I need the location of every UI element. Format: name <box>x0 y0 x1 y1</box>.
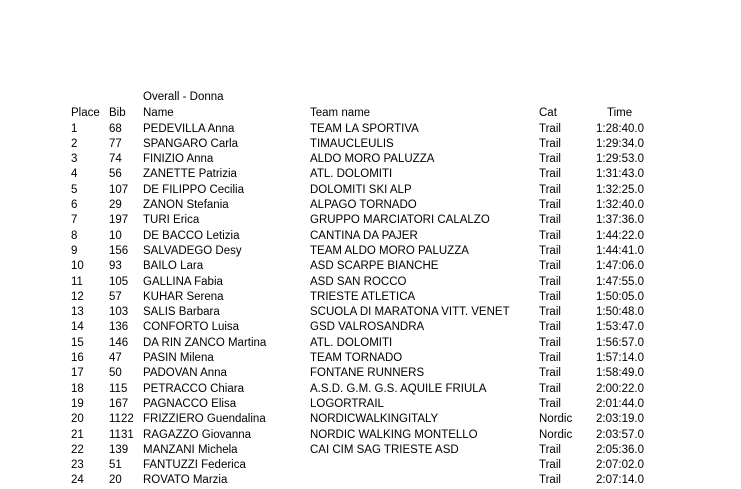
cell-name: BAILO Lara <box>143 260 204 273</box>
cell-team: SCUOLA DI MARATONA VITT. VENET <box>310 306 510 319</box>
cell-place: 23 <box>71 459 84 472</box>
cell-name: ROVATO Marzia <box>143 474 228 487</box>
cell-team: FONTANE RUNNERS <box>310 367 425 380</box>
cell-bib: 57 <box>109 290 122 303</box>
cell-time: 1:56:57.0 <box>596 336 644 349</box>
cell-name: DE FILIPPO Cecilia <box>143 183 244 196</box>
cell-bib: 146 <box>109 336 129 349</box>
cell-cat: Trail <box>539 290 561 303</box>
cell-place: 9 <box>71 244 78 257</box>
table-header <box>0 106 741 121</box>
cell-team: TEAM ALDO MORO PALUZZA <box>310 244 469 257</box>
cell-bib: 197 <box>109 214 129 227</box>
cell-cat: Trail <box>539 352 561 364</box>
table-row <box>0 290 741 305</box>
cell-time: 1:50:05.0 <box>596 290 644 303</box>
table-row <box>0 458 741 473</box>
cell-time: 1:58:49.0 <box>596 367 644 380</box>
cell-bib: 1122 <box>109 413 134 426</box>
header-team: Team name <box>310 107 371 119</box>
cell-team: ASD SAN ROCCO <box>310 275 407 288</box>
cell-name: SALIS Barbara <box>143 306 220 319</box>
cell-team: CANTINA DA PAJER <box>310 229 418 242</box>
cell-place: 8 <box>71 229 78 242</box>
cell-bib: 29 <box>109 199 122 211</box>
cell-cat: Trail <box>539 397 561 410</box>
table-row <box>0 152 741 167</box>
cell-cat: Trail <box>539 459 561 472</box>
cell-bib: 139 <box>109 443 129 456</box>
cell-bib: 107 <box>109 183 129 196</box>
cell-time: 2:05:36.0 <box>596 443 644 456</box>
cell-time: 1:47:06.0 <box>596 260 644 273</box>
cell-name: PASIN Milena <box>143 352 214 364</box>
cell-place: 12 <box>71 290 84 303</box>
table-row <box>0 473 741 488</box>
cell-name: PEDEVILLA Anna <box>143 122 235 135</box>
cell-bib: 1131 <box>109 428 134 441</box>
cell-cat: Trail <box>539 199 561 211</box>
table-row <box>0 336 741 351</box>
cell-bib: 93 <box>109 260 122 273</box>
cell-cat: Trail <box>539 321 561 334</box>
cell-name: PAGNACCO Elisa <box>143 397 237 410</box>
cell-time: 2:00:22.0 <box>596 382 644 395</box>
cell-place: 6 <box>71 199 78 211</box>
cell-name: SPANGARO Carla <box>143 137 239 150</box>
cell-time: 1:47:55.0 <box>596 275 644 288</box>
cell-bib: 105 <box>109 275 129 288</box>
table-row <box>0 412 741 427</box>
cell-name: DE BACCO Letizia <box>143 229 240 242</box>
cell-place: 17 <box>71 367 84 380</box>
cell-team: ATL. DOLOMITI <box>310 168 393 181</box>
cell-cat: Trail <box>539 474 561 487</box>
header-time: Time <box>607 107 633 119</box>
table-row <box>0 382 741 397</box>
cell-place: 21 <box>71 428 84 441</box>
cell-place: 13 <box>71 306 84 319</box>
cell-time: 2:03:19.0 <box>596 413 644 426</box>
cell-team: DOLOMITI SKI ALP <box>310 183 412 196</box>
cell-time: 1:37:36.0 <box>596 214 644 227</box>
cell-team: TEAM TORNADO <box>310 352 403 364</box>
cell-bib: 47 <box>109 352 122 364</box>
table-row <box>0 275 741 290</box>
cell-bib: 10 <box>109 229 122 242</box>
cell-cat: Trail <box>539 137 561 150</box>
cell-bib: 167 <box>109 397 129 410</box>
cell-place: 19 <box>71 397 84 410</box>
cell-name: ZANON Stefania <box>143 199 229 211</box>
cell-team: ASD SCARPE BIANCHE <box>310 260 439 273</box>
cell-time: 1:29:34.0 <box>596 137 644 150</box>
cell-time: 1:32:25.0 <box>596 183 644 196</box>
table-row <box>0 183 741 198</box>
cell-time: 1:31:43.0 <box>596 168 644 181</box>
cell-place: 22 <box>71 443 84 456</box>
cell-bib: 56 <box>109 168 122 181</box>
cell-name: FRIZZIERO Guendalina <box>143 413 266 426</box>
cell-place: 18 <box>71 382 84 395</box>
cell-team: TRIESTE ATLETICA <box>310 290 416 303</box>
table-row <box>0 198 741 213</box>
table-row <box>0 122 741 137</box>
cell-time: 1:50:48.0 <box>596 306 644 319</box>
cell-time: 2:07:14.0 <box>596 474 644 487</box>
cell-cat: Trail <box>539 244 561 257</box>
table-row <box>0 229 741 244</box>
cell-place: 16 <box>71 352 84 364</box>
header-cat: Cat <box>539 107 557 119</box>
cell-team: NORDIC WALKING MONTELLO <box>310 428 478 441</box>
cell-name: FINIZIO Anna <box>143 153 214 166</box>
cell-name: ZANETTE Patrizia <box>143 168 237 181</box>
cell-bib: 156 <box>109 244 129 257</box>
cell-place: 7 <box>71 214 78 227</box>
cell-name: SALVADEGO Desy <box>143 244 242 257</box>
table-row <box>0 366 741 381</box>
cell-place: 20 <box>71 413 84 426</box>
cell-cat: Trail <box>539 229 561 242</box>
cell-cat: Trail <box>539 122 561 135</box>
cell-bib: 50 <box>109 367 122 380</box>
cell-cat: Trail <box>539 168 561 181</box>
cell-name: FANTUZZI Federica <box>143 459 246 472</box>
cell-cat: Trail <box>539 183 561 196</box>
cell-time: 2:01:44.0 <box>596 397 644 410</box>
section-title: Overall - Donna <box>143 91 224 103</box>
cell-time: 1:29:53.0 <box>596 153 644 166</box>
cell-cat: Trail <box>539 260 561 273</box>
header-name: Name <box>143 107 174 119</box>
cell-cat: Trail <box>539 153 561 166</box>
cell-team: NORDICWALKINGITALY <box>310 413 439 426</box>
cell-cat: Trail <box>539 367 561 380</box>
cell-team: LOGORTRAIL <box>310 397 384 410</box>
table-row <box>0 213 741 228</box>
cell-place: 4 <box>71 168 78 181</box>
cell-team: GSD VALROSANDRA <box>310 321 425 334</box>
cell-time: 1:44:22.0 <box>596 229 644 242</box>
table-row <box>0 259 741 274</box>
table-row <box>0 428 741 443</box>
table-row <box>0 351 741 366</box>
cell-place: 3 <box>71 153 78 166</box>
cell-cat: Trail <box>539 275 561 288</box>
cell-bib: 115 <box>109 382 128 395</box>
cell-cat: Trail <box>539 382 561 395</box>
cell-bib: 68 <box>109 122 122 135</box>
cell-place: 1 <box>71 122 78 135</box>
cell-cat: Trail <box>539 214 561 227</box>
cell-team: GRUPPO MARCIATORI CALALZO <box>310 214 490 227</box>
cell-name: CONFORTO Luisa <box>143 321 240 334</box>
table-row <box>0 137 741 152</box>
cell-team: ALPAGO TORNADO <box>310 199 417 211</box>
cell-bib: 77 <box>109 137 122 150</box>
cell-time: 1:57:14.0 <box>596 352 644 364</box>
cell-place: 14 <box>71 321 84 334</box>
cell-team: A.S.D. G.M. G.S. AQUILE FRIULA <box>310 382 487 395</box>
cell-name: RAGAZZO Giovanna <box>143 428 252 441</box>
cell-place: 5 <box>71 183 78 196</box>
cell-team: ALDO MORO PALUZZA <box>310 153 435 166</box>
cell-time: 2:03:57.0 <box>596 428 644 441</box>
cell-time: 1:28:40.0 <box>596 122 644 135</box>
cell-cat: Nordic <box>539 428 573 441</box>
cell-time: 1:44:41.0 <box>596 244 644 257</box>
table-row <box>0 305 741 320</box>
cell-cat: Nordic <box>539 413 573 426</box>
cell-bib: 51 <box>109 459 122 472</box>
cell-cat: Trail <box>539 306 561 319</box>
cell-team: TIMAUCLEULIS <box>310 137 394 150</box>
cell-team: CAI CIM SAG TRIESTE ASD <box>310 443 459 456</box>
cell-place: 24 <box>71 474 84 487</box>
table-row <box>0 397 741 412</box>
cell-cat: Trail <box>539 336 561 349</box>
cell-name: DA RIN ZANCO Martina <box>143 336 267 349</box>
cell-name: TURI Erica <box>143 214 200 227</box>
header-place: Place <box>71 107 100 119</box>
cell-time: 1:32:40.0 <box>596 199 644 211</box>
cell-name: PADOVAN Anna <box>143 367 227 380</box>
cell-team: TEAM LA SPORTIVA <box>310 122 419 135</box>
cell-name: PETRACCO Chiara <box>143 382 244 395</box>
cell-place: 15 <box>71 336 84 349</box>
cell-name: KUHAR Serena <box>143 290 224 303</box>
cell-bib: 74 <box>109 153 122 166</box>
cell-place: 11 <box>71 275 83 288</box>
table-row <box>0 244 741 259</box>
table-row <box>0 443 741 458</box>
cell-name: MANZANI Michela <box>143 443 238 456</box>
cell-bib: 136 <box>109 321 129 334</box>
cell-name: GALLINA Fabia <box>143 275 223 288</box>
cell-bib: 103 <box>109 306 129 319</box>
cell-bib: 20 <box>109 474 122 487</box>
cell-time: 2:07:02.0 <box>596 459 644 472</box>
cell-place: 10 <box>71 260 84 273</box>
cell-time: 1:53:47.0 <box>596 321 644 334</box>
cell-cat: Trail <box>539 443 561 456</box>
cell-place: 2 <box>71 137 78 150</box>
table-row <box>0 320 741 335</box>
table-row <box>0 167 741 182</box>
cell-team: ATL. DOLOMITI <box>310 336 393 349</box>
header-bib: Bib <box>109 107 126 119</box>
